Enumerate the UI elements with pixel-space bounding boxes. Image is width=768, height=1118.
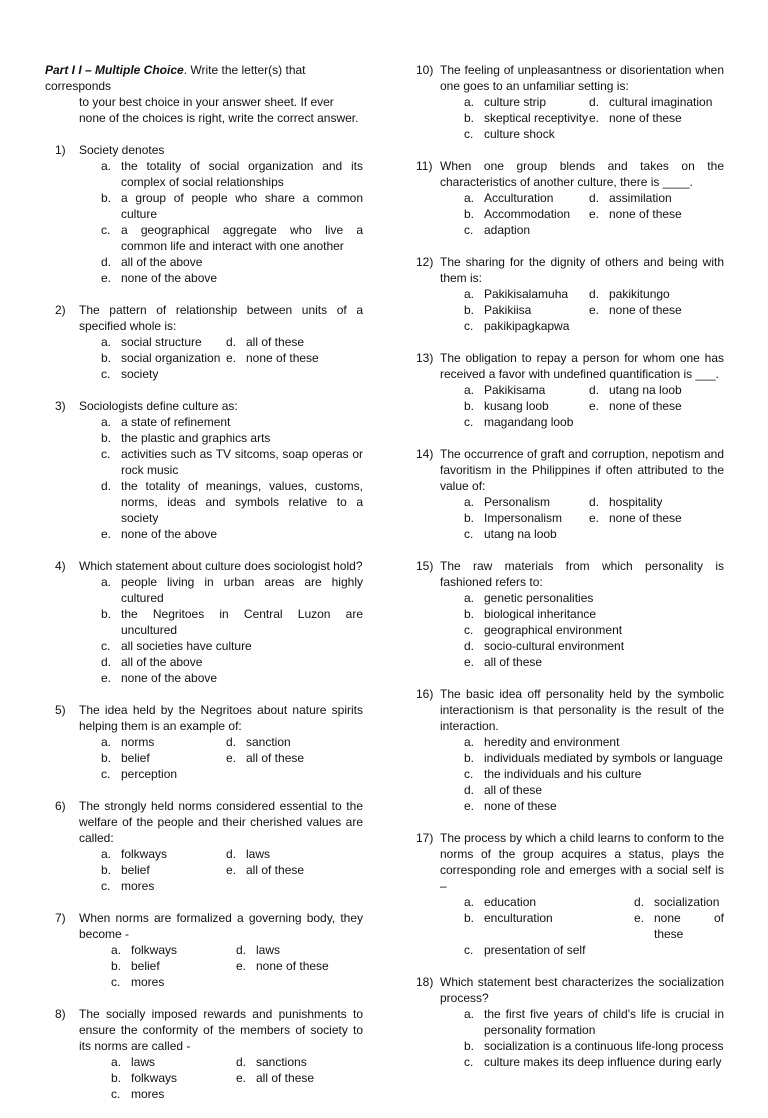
option-b: b. socialization is a continuous life-long process [464,1039,724,1053]
question-text: Which statement best characterizes the socialization process? [440,975,724,1005]
option-d: d. sanction [226,735,291,749]
option-d: d. all of these [226,335,305,349]
option-e: e. none of these [236,959,329,973]
right-column [416,62,724,1086]
option-a: a. culture strip [464,95,547,109]
question-text: The socially imposed rewards and punishments to ensure the conformity of the members of society to its norms are called - [79,1007,363,1053]
question-number: 5) [55,703,66,717]
question-text: The obligation to repay a person for whom one has received a favor with undefined quantification is ___. [440,351,724,381]
option-b: b. folkways [111,1071,178,1085]
question-number: 3) [55,399,66,413]
option-d: d. all of the above [101,655,203,669]
question-number: 7) [55,911,66,925]
question-number: 2) [55,303,66,317]
option-b: b. belief [101,751,150,765]
question-number: 1) [55,143,66,157]
option-e: e. none of these [589,511,682,525]
option-b: b. the Negritoes in Central Luzon are uncultured [101,607,363,637]
option-e: e. none of the above [101,527,218,541]
option-e: e. all of these [236,1071,315,1085]
question-12 [416,254,724,334]
question-14 [416,446,724,542]
option-a: a. people living in urban areas are highly cultured [101,575,363,605]
option-a: a. the totality of social organization and its complex of social relationships [101,159,363,189]
question-16 [416,686,724,814]
question-text: The sharing for the dignity of others and being with them is: [440,255,724,285]
option-c: c. the individuals and his culture [464,767,642,781]
option-a: a. laws [111,1055,156,1069]
option-c: c. mores [101,879,155,893]
option-e: e. none of these [634,911,724,941]
option-d: d. all of these [464,783,543,797]
option-b: b. belief [111,959,160,973]
option-d: d. sanctions [236,1055,307,1069]
option-c: c. utang na loob [464,527,557,541]
question-text: When one group blends and takes on the characteristics of another culture, there is ____. [440,159,724,189]
instructions [45,62,363,126]
option-e: e. none of these [589,303,682,317]
option-b: b. a group of people who share a common culture [101,191,363,221]
option-b: b. kusang loob [464,399,549,413]
question-number: 14) [416,447,434,461]
option-b: b. Pakikiisa [464,303,532,317]
question-number: 13) [416,351,434,365]
question-text: The basic idea off personality held by the symbolic interactionism is that personality is the result of the interaction. [440,687,724,733]
question-3 [45,398,363,542]
option-e: e. all of these [226,751,305,765]
question-text: The raw materials from which personality is fashioned refers to: [440,559,724,589]
question-text: The idea held by the Negritoes about nature spirits helping them is an example of: [79,703,363,733]
option-c: c. adaption [464,223,531,237]
option-d: d. utang na loob [589,383,682,397]
question-text: When norms are formalized a governing body, they become - [79,911,363,941]
option-c: c. culture shock [464,127,555,141]
question-text: The strongly held norms considered essential to the welfare of the people and their cherished values are called: [79,799,363,845]
option-c: c. presentation of self [464,943,586,957]
option-a: a. a state of refinement [101,415,231,429]
option-e: e. none of these [589,111,682,125]
question-text: Society denotes [79,143,165,157]
question-number: 12) [416,255,434,269]
option-b: b. enculturation [464,911,553,925]
question-6 [45,798,363,894]
question-10 [416,62,724,142]
question-number: 4) [55,559,66,573]
option-a: a. genetic personalities [464,591,594,605]
option-c: c. activities such as TV sitcoms, soap operas or rock music [101,447,363,477]
question-text: The feeling of unpleasantness or disorientation when one goes to an unfamiliar setting is: [440,63,724,93]
question-17 [416,830,724,958]
option-a: a. heredity and environment [464,735,620,749]
option-d: d. laws [226,847,271,861]
option-b: b. the plastic and graphics arts [101,431,271,445]
option-e: e. none of the above [101,271,218,285]
part-label: Part I I – Multiple Choice [45,63,184,77]
question-text: Which statement about culture does sociologist hold? [79,559,363,573]
option-a: a. social structure [101,335,202,349]
option-c: c. mores [111,975,165,989]
option-d: d. assimilation [589,191,672,205]
question-number: 6) [55,799,66,813]
option-e: e. all of these [464,655,543,669]
option-c: c. culture makes its deep influence during early [464,1055,722,1069]
question-number: 15) [416,559,434,573]
question-text: The pattern of relationship between units of a specified whole is: [79,303,363,333]
option-e: e. none of these [589,207,682,221]
question-1 [45,142,363,286]
option-a: a. folkways [111,943,178,957]
option-c: c. all societies have culture [101,639,252,653]
instructions-text: to your best choice in your answer sheet. If ever none of the choices is right, write the correct answer. [79,95,359,125]
option-e: e. none of the above [101,671,218,685]
option-e: e. none of these [464,799,557,813]
option-d: d. hospitality [589,495,663,509]
option-e: e. none of these [226,351,319,365]
option-a: a. education [464,895,537,909]
question-5 [45,702,363,782]
question-15 [416,558,724,670]
question-text: The process by which a child learns to conform to the norms of the group acquires a status, plays the corresponding role and emerges with a social self is – [440,831,724,893]
option-c: c. perception [101,767,178,781]
question-number: 11) [416,159,433,173]
option-c: c. pakikipagkapwa [464,319,570,333]
question-8 [45,1006,363,1102]
question-18 [416,974,724,1070]
option-b: b. belief [101,863,150,877]
question-4 [45,558,363,686]
option-a: a. Pakikisama [464,383,546,397]
option-b: b. biological inheritance [464,607,597,621]
question-7 [45,910,363,990]
option-e: e. all of these [226,863,305,877]
question-number: 18) [416,975,434,989]
question-13 [416,350,724,430]
instructions-first-line: . Write the letter(s) that corresponds [45,63,306,93]
option-c: c. society [101,367,159,381]
option-a: a. folkways [101,847,168,861]
option-b: b. individuals mediated by symbols or language [464,751,723,765]
question-2 [45,302,363,382]
option-d: d. all of the above [101,255,203,269]
option-d: d. socio-cultural environment [464,639,625,653]
option-b: b. Impersonalism [464,511,563,525]
option-c: c. magandang loob [464,415,574,429]
question-number: 10) [416,63,434,77]
option-a: a. Personalism [464,495,551,509]
option-a: a. Acculturation [464,191,554,205]
option-a: a. Pakikisalamuha [464,287,569,301]
option-e: e. none of these [589,399,682,413]
question-number: 17) [416,831,434,845]
option-b: b. skeptical receptivity [464,111,589,125]
option-d: d. pakikitungo [589,287,670,301]
question-11 [416,158,724,238]
question-number: 16) [416,687,434,701]
option-d: d. socialization [634,895,720,909]
option-c: c. a geographical aggregate who live a common life and interact with one another [101,223,363,253]
option-b: b. social organization [101,351,221,365]
option-a: a. norms [101,735,155,749]
option-b: b. Accommodation [464,207,571,221]
option-d: d. the totality of meanings, values, customs, norms, ideas and symbols relative to a society [101,479,363,525]
option-c: c. geographical environment [464,623,623,637]
option-d: d. laws [236,943,281,957]
question-text: The occurrence of graft and corruption, nepotism and favoritism in the Philippines if often attributed to the value of: [440,447,724,493]
option-d: d. cultural imagination [589,95,713,109]
option-c: c. mores [111,1087,165,1101]
question-number: 8) [55,1007,66,1021]
question-text: Sociologists define culture as: [79,399,238,413]
option-a: a. the first five years of child's life is crucial in personality formation [464,1007,724,1037]
left-column [45,62,363,1118]
